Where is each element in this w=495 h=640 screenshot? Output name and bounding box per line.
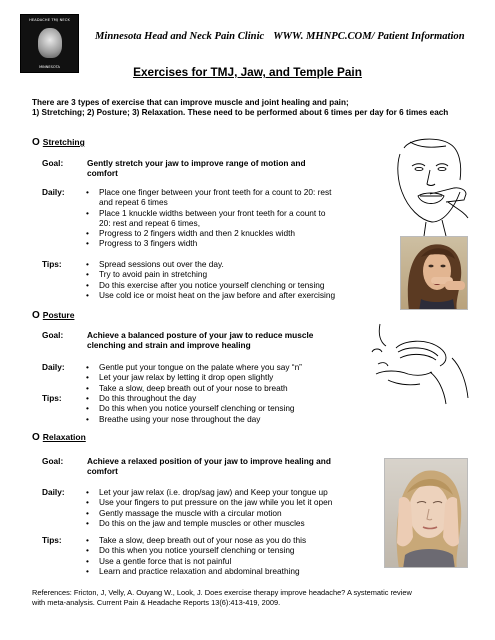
section-posture-heading xyxy=(32,310,74,321)
relaxation-tips-list xyxy=(85,535,306,576)
stretching-daily-list xyxy=(85,187,331,249)
list-item: • Do this when you notice yourself clenching or tensing xyxy=(85,403,295,413)
references xyxy=(32,588,477,608)
relaxation-goal-line: Achieve a relaxed position of your jaw to improve healing and xyxy=(87,456,331,466)
section-stretching-title: Stretching xyxy=(42,137,85,147)
relaxation-goal-line: comfort xyxy=(87,466,118,477)
list-item: • Take a slow, deep breath out of your nose as you do this xyxy=(85,535,306,545)
stretching-daily-label: Daily: xyxy=(42,187,65,197)
section-marker: O xyxy=(32,310,40,321)
list-item: • Spread sessions out over the day. xyxy=(85,259,335,269)
relaxation-photo xyxy=(384,458,468,568)
list-item: • Do this exercise after you notice yourself clenching or tensing xyxy=(85,280,335,290)
section-marker: O xyxy=(32,432,40,443)
reference-line-2: with meta-analysis. Current Pain & Headache Reports 13(6):413-419, 2009. xyxy=(32,598,281,607)
section-relaxation-title: Relaxation xyxy=(42,432,86,442)
list-item: • Place one finger between your front teeth for a count to 20: rest and repeat 6 times xyxy=(85,187,331,208)
list-item: • Try to avoid pain in stretching xyxy=(85,269,335,279)
relaxation-daily-list xyxy=(85,487,332,528)
list-item: • Gently massage the muscle with a circular motion xyxy=(85,508,332,518)
logo-top-text: HEADACHE TMJ NECK xyxy=(29,18,70,22)
list-item: • Use cold ice or moist heat on the jaw before and after exercising xyxy=(85,290,335,300)
posture-daily-list xyxy=(85,362,302,393)
stretching-tips-list xyxy=(85,259,335,300)
stretching-goal-label: Goal: xyxy=(42,158,64,168)
section-posture-title: Posture xyxy=(42,310,75,320)
posture-goal xyxy=(87,330,313,351)
relaxation-tips-label: Tips: xyxy=(42,535,62,545)
intro-line-2: 1) Stretching; 2) Posture; 3) Relaxation. These need to be performed about 6 times per day for 6 times each xyxy=(32,108,449,117)
logo-bottom-text: MINNESOTA xyxy=(39,65,60,69)
list-item: • Progress to 2 fingers width and then 2 knuckles width xyxy=(85,228,331,238)
relaxation-goal xyxy=(87,456,331,477)
list-item: • Use your fingers to put pressure on the jaw while you let it open xyxy=(85,497,332,507)
page-header xyxy=(95,31,465,42)
relaxation-goal-label: Goal: xyxy=(42,456,64,466)
list-item: • Do this when you notice yourself clenching or tensing xyxy=(85,545,306,555)
posture-goal-line: Achieve a balanced posture of your jaw to reduce muscle xyxy=(87,330,314,340)
posture-tips-list xyxy=(85,393,295,424)
logo-face-image xyxy=(38,28,62,58)
posture-goal-label: Goal: xyxy=(42,330,64,340)
clinic-website: WWW. MHNPC.COM/ Patient Information xyxy=(273,31,465,42)
list-item: • Use a gentle force that is not painful xyxy=(85,556,306,566)
list-item: • Let your jaw relax (i.e. drop/sag jaw) and Keep your tongue up xyxy=(85,487,332,497)
relaxation-daily-label: Daily: xyxy=(42,487,65,497)
reference-line-1: References: Fricton, J, Velly, A. Ouyang W., Look, J. Does exercise therapy improve headache? A systematic review xyxy=(32,588,412,597)
intro-paragraph xyxy=(32,98,480,118)
posture-tips-label: Tips: xyxy=(42,393,62,403)
posture-goal-line: clenching and strain and improve healing xyxy=(87,340,251,351)
list-item: • Let your jaw relax by letting it drop open slightly xyxy=(85,372,302,382)
section-relaxation-heading xyxy=(32,432,86,443)
list-item: • Progress to 3 fingers width xyxy=(85,238,331,248)
stretching-goal xyxy=(87,158,306,179)
posture-daily-label: Daily: xyxy=(42,362,65,372)
list-item: • Learn and practice relaxation and abdominal breathing xyxy=(85,566,306,576)
page-title: Exercises for TMJ, Jaw, and Temple Pain xyxy=(133,65,362,79)
clinic-name: Minnesota Head and Neck Pain Clinic xyxy=(95,31,265,42)
list-item: • Breathe using your nose throughout the day xyxy=(85,414,295,424)
list-item: • Place 1 knuckle widths between your front teeth for a count to 20: rest and repeat 6 times, xyxy=(85,208,331,229)
jaw-stretch-drawing xyxy=(390,136,470,236)
section-marker: O xyxy=(32,137,40,148)
tongue-posture-drawing xyxy=(368,318,476,412)
stretching-goal-line: Gently stretch your jaw to improve range of motion and xyxy=(87,158,306,168)
section-stretching-heading xyxy=(32,137,85,148)
list-item: • Take a slow, deep breath out of your nose to breath xyxy=(85,383,302,393)
intro-line-1: There are 3 types of exercise that can improve muscle and joint healing and pain; xyxy=(32,98,349,107)
list-item: • Do this on the jaw and temple muscles or other muscles xyxy=(85,518,332,528)
jaw-stretch-photo xyxy=(400,236,468,310)
list-item: • Do this throughout the day xyxy=(85,393,295,403)
list-item: • Gentle put your tongue on the palate where you say “n” xyxy=(85,362,302,372)
stretching-tips-label: Tips: xyxy=(42,259,62,269)
stretching-goal-line: comfort xyxy=(87,168,118,179)
